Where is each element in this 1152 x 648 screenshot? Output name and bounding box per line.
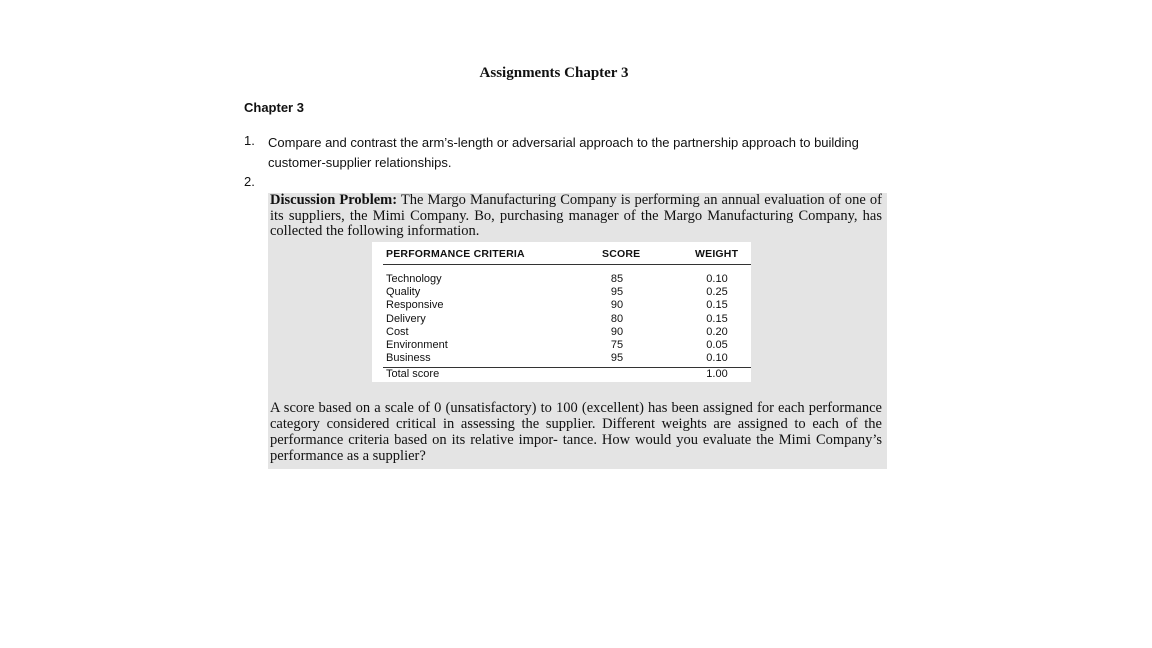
table-row [372,299,751,312]
table-row [372,313,751,326]
weight-cell: 0.20 [706,325,728,338]
criteria-cell: Quality [386,286,421,299]
criteria-cell: Cost [386,325,409,338]
weight-cell: 0.05 [706,338,728,351]
table-header-rule [383,264,751,265]
weight-cell: 0.25 [706,286,728,299]
criteria-cell: Responsive [386,299,444,312]
question-1-number: 1. [244,133,255,148]
discussion-problem-box [268,193,887,469]
question-2-number: 2. [244,174,255,189]
total-score-label: Total score [386,368,440,380]
problem-lead: Discussion Problem: [270,192,398,208]
criteria-cell: Business [386,352,431,365]
score-cell: 90 [610,299,624,312]
document-title: Assignments Chapter 3 [479,65,629,81]
header-weight: WEIGHT [695,248,739,260]
score-cell: 80 [610,312,624,325]
score-cell: 95 [610,352,624,365]
weight-cell: 0.10 [706,273,728,285]
weight-cell: 0.10 [706,352,728,365]
criteria-cell: Environment [386,338,448,351]
header-performance-criteria: PERFORMANCE CRITERIA [386,248,525,260]
criteria-cell: Delivery [386,312,426,325]
header-score: SCORE [602,248,641,260]
performance-criteria-table [372,242,751,382]
score-cell: 75 [610,338,624,351]
problem-body-text: A score based on a scale of 0 (unsatisfactory) to 100 (excellent) has been assigned for each performance category considered critical in assessing the supplier. Different weights are assigned to each of the performance criteria based on its relative impor- tance. How would you evaluate the Mimi Company’s performance as a supplier? [270,400,882,464]
table-row [372,339,751,352]
weight-cell: 0.15 [706,312,728,325]
problem-intro [270,193,882,240]
weight-cell: 0.15 [706,299,728,312]
table-body [372,273,751,365]
score-cell: 95 [610,286,624,299]
problem-intro-text: The Margo Manufacturing Company is performing an annual evaluation of one of its suppliers, the Mimi Company. Bo, purchasing manager of the Margo Manufacturing Company, has collected the following information. [270,192,882,240]
score-cell: 90 [610,325,624,338]
question-1-text: Compare and contrast the arm’s-length or adversarial approach to the partnership approach to building customer-supplier relationships. [268,135,859,170]
chapter-heading: Chapter 3 [244,100,304,115]
total-weight-value: 1.00 [706,368,728,380]
table-row [372,273,751,286]
criteria-cell: Technology [386,273,442,285]
score-cell: 85 [610,273,624,285]
table-row [372,326,751,339]
table-row [372,352,751,365]
table-row [372,286,751,299]
